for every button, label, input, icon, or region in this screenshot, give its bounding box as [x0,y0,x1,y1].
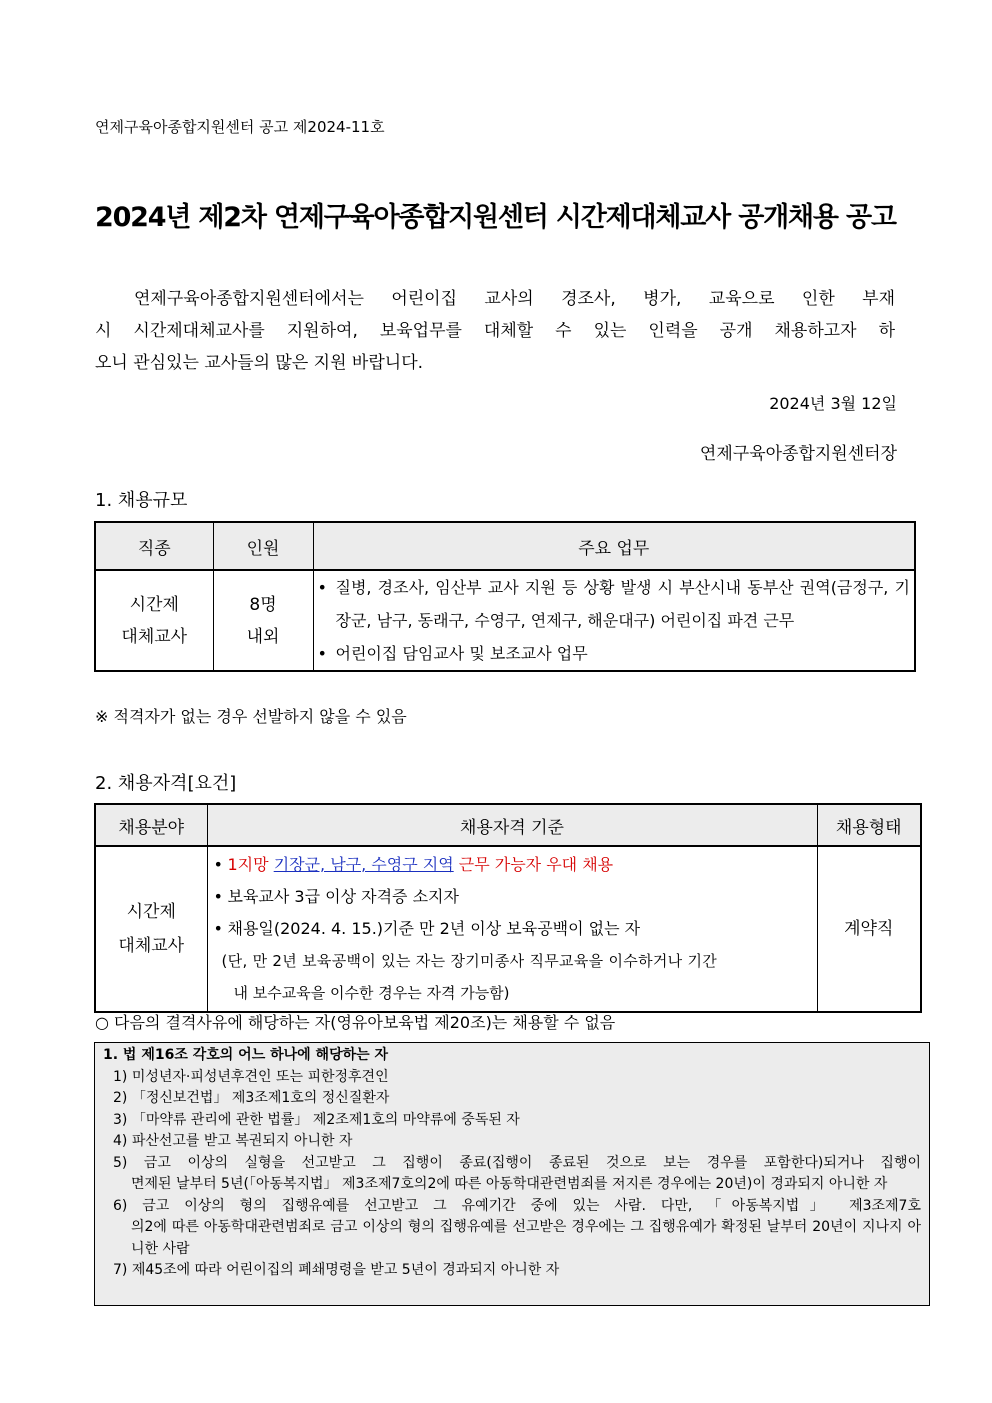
section1-title: 1. 채용규모 [95,490,188,511]
disqualification-item-cont: 의2에 따른 아동학대관련범죄로 금고 이상의 형의 집행유예를 선고받은 경우에는 그 집행유예가 확정된 날부터 20년이 지나지 아니한 사람 [131,1219,921,1257]
job-line: 대체교사 [121,626,188,647]
intro-paragraph [95,283,895,379]
field-line: 대체교사 [118,936,185,956]
table-row [95,570,915,671]
disqualification-item: 4) 파산선고를 받고 복권되지 아니한 자 [113,1133,353,1149]
criteria-text: 1지망 [227,855,274,874]
section2-title: 2. 채용자격[요건] [95,773,237,794]
count-line: 내외 [246,626,280,647]
criteria-exception: 내 보수교육을 이수한 경우는 자격 가능함) [233,984,510,1002]
table-header-row [95,522,915,570]
table-header-row [95,804,921,846]
criteria-text: 근무 가능자 우대 채용 [453,855,614,874]
bullet-icon: • [213,887,223,906]
criteria-item [214,849,811,881]
disqualification-heading: 1. 법 제16조 각호의 어느 하나에 해당하는 자 [103,1047,389,1063]
intro-line: 연제구육아종합지원센터에서는 어린이집 교사의 경조사, 병가, 교육으로 인한 부재 [95,289,895,309]
bullet-icon: • [317,644,327,663]
duty-item [318,637,911,670]
job-line: 시간제 [129,594,179,615]
preferred-region: 기장군, 남구, 수영구 지역 [273,855,454,874]
header-type: 채용형태 [817,804,921,846]
header-duties: 주요 업무 [313,522,915,570]
header-criteria: 채용자격 기준 [207,804,817,846]
bullet-icon: • [213,919,223,938]
disqualification-item: 7) 제45조에 따라 어린이집의 폐쇄명령을 받고 5년이 경과되지 아니한 자 [113,1262,560,1278]
criteria-cell [207,846,817,1012]
duty-text: 어린이집 담임교사 및 보조교사 업무 [335,644,588,663]
count-line: 8명 [249,594,277,615]
signer: 연제구육아종합지원센터장 [699,444,897,464]
criteria-text: 채용일(2024. 4. 15.)기준 만 2년 이상 보육공백이 없는 자 [227,919,641,938]
header-count: 인원 [213,522,313,570]
disqualification-item: 6) 금고 이상의 형의 집행유예를 선고받고 그 유예기간 중에 있는 사람. 다만, 「아동복지법」 제3조제7호 [113,1197,921,1214]
bullet-icon: • [213,855,223,874]
disqualification-item: 1) 미성년자·피성년후견인 또는 피한정후견인 [113,1068,389,1085]
page-title: 2024년 제2차 연제구육아종합지원센터 시간제대체교사 공개채용 공고 [95,202,896,233]
bullet-icon: • [317,578,327,597]
disqualification-item: 5) 금고 이상의 실형을 선고받고 그 집행이 종료(집행이 종료된 것으로 보는 경우를 포함한다)되거나 집행이 [113,1154,921,1171]
recruitment-scale-table [94,521,916,672]
header-job: 직종 [95,522,213,570]
field-cell [95,846,207,1012]
disqualification-item-cont: 면제된 날부터 5년(「아동복지법」 제3조제7호의2에 따른 아동학대관련범죄를 저지른 경우에는 20년)이 경과되지 아니한 자 [131,1176,888,1192]
duties-cell [313,570,915,671]
qualification-table [94,803,922,1013]
criteria-exception: (단, 만 2년 보육공백이 있는 자는 장기미종사 직무교육을 이수하거나 기간 [221,952,718,970]
criteria-item [214,913,811,945]
section1-note: ※ 적격자가 없는 경우 선발하지 않을 수 있음 [95,707,407,726]
header-field: 채용분야 [95,804,207,846]
disqualification-item: 3) 「마약류 관리에 관한 법률」 제2조제1호의 마약류에 중독된 자 [113,1111,520,1128]
disqualification-box [94,1042,930,1306]
section2-note: ○ 다음의 결격사유에 해당하는 자(영유아보육법 제20조)는 채용할 수 없음 [95,1013,616,1032]
table-row [95,846,921,1012]
disqualification-item: 2) 「정신보건법」 제3조제1호의 정신질환자 [113,1090,390,1106]
duty-text: 질병, 경조사, 임산부 교사 지원 등 상황 발생 시 부산시내 동부산 권역(금정구, 기장군, 남구, 동래구, 수영구, 연제구, 해운대구) 어린이집 파견 근무 [335,578,910,630]
field-line: 시간제 [126,902,176,922]
count-cell [213,570,313,671]
intro-line: 오니 관심있는 교사들의 많은 지원 바랍니다. [95,353,424,373]
intro-line: 시 시간제대체교사를 지원하여, 보육업무를 대체할 수 있는 인력을 공개 채용하고자 하 [95,321,895,341]
notice-number: 연제구육아종합지원센터 공고 제2024-11호 [95,118,385,136]
duty-item [318,571,911,637]
criteria-text: 보육교사 3급 이상 자격증 소지자 [227,887,459,906]
job-cell [95,570,213,671]
criteria-item [214,881,811,913]
notice-date: 2024년 3월 12일 [769,394,897,413]
type-cell: 계약직 [817,846,921,1012]
